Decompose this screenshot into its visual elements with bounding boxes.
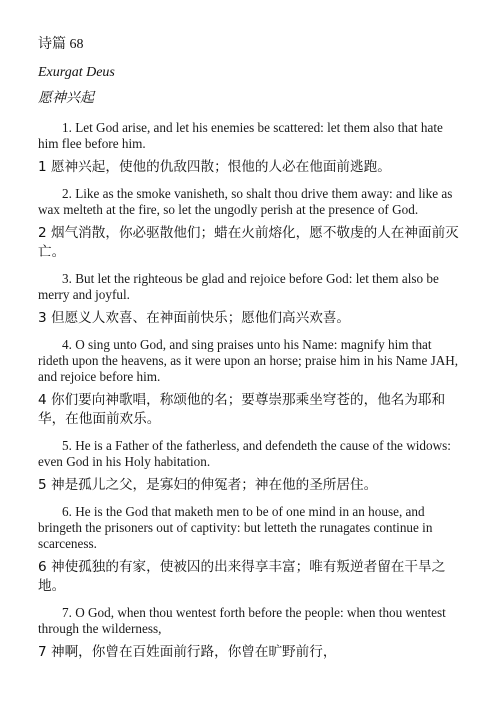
verse-1-chinese: 1 愿神兴起，使他的仇敌四散；恨他的人必在他面前逃跑。	[38, 159, 391, 175]
verse-4-chinese: 4 你们要向神歌唱，称颂他的名；要尊崇那乘坐穹苍的，他名为耶和华，在他面前欢乐。	[38, 392, 446, 427]
verse-3-english: 3. But let the righteous be glad and rejoice before God: let them also be merry and joyful.	[38, 271, 439, 302]
verse-5-english: 5. He is a Father of the fatherless, and defendeth the cause of the widows: even God in his Holy habitation.	[38, 438, 451, 469]
verse-5-chinese: 5 神是孤儿之父，是寡妇的伸冤者；神在他的圣所居住。	[38, 477, 378, 493]
verse-1-english: 1. Let God arise, and let his enemies be scattered: let them also that hate him flee before him.	[38, 120, 443, 151]
verse-7-chinese: 7 神啊，你曾在百姓面前行路，你曾在旷野前行，	[38, 644, 337, 660]
verse-2-english: 2. Like as the smoke vanisheth, so shalt thou drive them away: and like as wax melteth at the fire, so let the ungodly perish at the presence of God.	[38, 186, 453, 217]
chinese-subtitle: 愿神兴起	[38, 91, 94, 106]
verse-7-english: 7. O God, when thou wentest forth before the people: when thou wentest through the wilderness,	[38, 605, 446, 636]
verse-3-chinese: 3 但愿义人欢喜、在神面前快乐；愿他们高兴欢喜。	[38, 310, 351, 326]
verse-6-chinese: 6 神使孤独的有家，使被囚的出来得享丰富；唯有叛逆者留在干旱之地。	[38, 559, 446, 594]
latin-title: Exurgat Deus	[38, 65, 115, 80]
verse-6-english: 6. He is the God that maketh men to be of one mind in an house, and bringeth the prisoners out of captivity: but letteth the runagates continue in scarceness.	[38, 504, 433, 551]
verse-2-chinese: 2 烟气消散，你必驱散他们；蜡在火前熔化，愿不敬虔的人在神面前灭亡。	[38, 225, 459, 260]
verse-4-english: 4. O sing unto God, and sing praises unto his Name: magnify him that rideth upon the heavens, as it were upon an horse; praise him in his Name JAH, and rejoice before him.	[38, 337, 459, 384]
page-title: 诗篇 68	[38, 37, 84, 52]
